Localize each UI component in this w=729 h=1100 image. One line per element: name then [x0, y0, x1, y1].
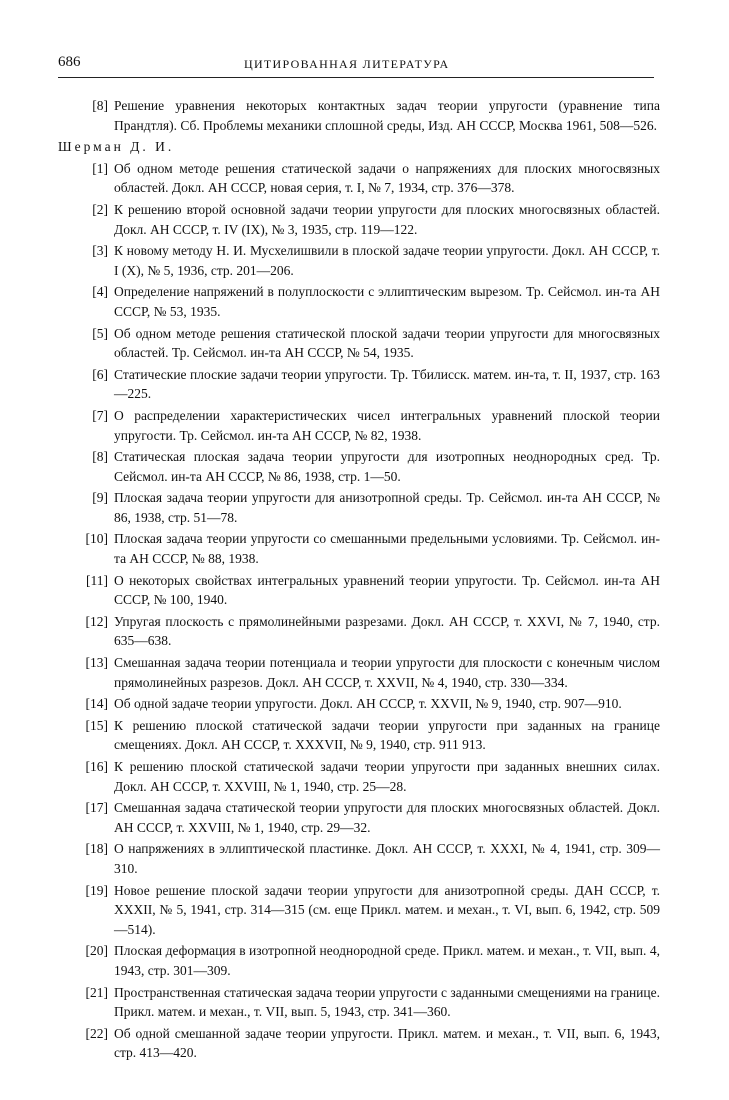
entry-number: [8]	[92, 98, 108, 113]
entry-number: [19]	[85, 882, 108, 898]
entry-number: [21]	[85, 984, 108, 1000]
entry-text: К решению плоской статической задачи теории упругости при заданных на границе смещениях. Докл. АН СССР, т. XXXVII, № 9, 1940, стр. 911 913.	[114, 717, 660, 753]
entry-text: Определение напряжений в полуплоскости с эллиптическим вырезом. Тр. Сейсмол. ин-та АН СССР, № 53, 1935.	[114, 284, 660, 319]
entry-number: [22]	[85, 1025, 108, 1041]
entry-text: Об одной смешанной задаче теории упругости. Прикл. матем. и механ., т. VII, вып. 6, 1943, стр. 413—420.	[114, 1025, 660, 1061]
entry-number: [3]	[92, 243, 108, 259]
entry-number: [13]	[85, 655, 108, 671]
bibliography-entry	[92, 365, 660, 404]
author-name: Шерман Д. И.	[58, 139, 175, 155]
bibliography-entry	[85, 798, 660, 837]
entry-text: Об одном методе решения статической плоской задачи теории упругости для многосвязных областей. Тр. Сейсмол. ин-та АН СССР, № 54, 1935.	[114, 325, 660, 361]
entry-text: К решению плоской статической задачи теории упругости при заданных внешних силах. Докл. АН СССР, т. XXVIII, № 1, 1940, стр. 25—28.	[114, 759, 660, 794]
running-head: ЦИТИРОВАННАЯ ЛИТЕРАТУРА	[244, 57, 450, 71]
bibliography-entry	[92, 241, 660, 280]
bibliography-entry	[92, 282, 660, 321]
header-rule	[58, 77, 654, 78]
entry-text: Плоская задача теории упругости со смешанными предельными условиями. Тр. Сейсмол. ин-та АН СССР, № 88, 1938.	[114, 531, 660, 567]
entry-number: [1]	[92, 160, 108, 176]
entry-text: Плоская задача теории упругости для анизотропной среды. Тр. Сейсмол. ин-та АН СССР, № 86, 1938, стр. 51—78.	[114, 490, 660, 525]
bibliography-entry	[92, 406, 660, 445]
bibliography-list	[0, 96, 729, 1065]
bibliography-entry	[85, 653, 660, 692]
bibliography-entry	[92, 200, 660, 239]
entry-text: О напряжениях в эллиптической пластинке. Докл. АН СССР, т. XXXI, № 4, 1941, стр. 309—310.	[114, 841, 660, 876]
entry-number: [8]	[92, 449, 108, 465]
entry-number: [14]	[85, 696, 108, 712]
entry-number: [12]	[85, 613, 108, 629]
bibliography-entry	[85, 612, 660, 651]
entry-number: [6]	[92, 366, 108, 382]
bibliography-entry	[85, 757, 660, 796]
entry-number: [9]	[92, 490, 108, 506]
bibliography-entry	[85, 983, 660, 1022]
bibliography-entry	[85, 716, 660, 755]
entry-number: [16]	[85, 759, 108, 774]
entry-text: Решение уравнения некоторых контактных задач теории упругости (уравнение типа Прандтля). Сб. Проблемы механики сплошной среды, Изд. АН СССР, Москва 1961, 508—526.	[114, 98, 660, 133]
bibliography-entry	[85, 1024, 660, 1063]
author-entries	[0, 159, 729, 1063]
page-number: 686	[58, 54, 81, 70]
bibliography-entry	[85, 529, 660, 568]
bibliography-entry	[92, 324, 660, 363]
entry-number: [11]	[86, 572, 108, 588]
bibliography-entry	[92, 488, 660, 527]
bibliography-entry	[92, 96, 660, 135]
bibliography-entry	[92, 159, 660, 198]
entry-text: К решению второй основной задачи теории упругости для плоских многосвязных областей. Докл. АН СССР, т. IV (IX), № 3, 1935, стр. 119—122.	[114, 201, 660, 237]
entry-text: Новое решение плоской задачи теории упругости для анизотропной среды. ДАН СССР, т. XXXII, № 5, 1941, стр. 314—315 (см. еще Прикл. матем. и механ., т. VI, вып. 6, 1942, стр. 509—514).	[114, 882, 660, 937]
entry-number: [18]	[85, 841, 108, 857]
entry-text: О некоторых свойствах интегральных уравнений теории упругости. Тр. Сейсмол. ин-та АН СССР, № 100, 1940.	[114, 572, 660, 608]
bibliography-entry	[85, 941, 660, 980]
entry-number: [17]	[85, 800, 108, 816]
entry-number: [20]	[85, 943, 108, 959]
entry-text: Упругая плоскость с прямолинейными разрезами. Докл. АН СССР, т. XXVI, № 7, 1940, стр. 635—638.	[114, 613, 660, 649]
page-header	[58, 54, 654, 78]
entry-text: Пространственная статическая задача теории упругости с заданными смещениями на границе. Прикл. матем. и механ., т. VII, вып. 5, 1943, стр. 341—360.	[114, 984, 660, 1020]
entry-number: [10]	[85, 531, 108, 547]
entry-text: Об одной задаче теории упругости. Докл. АН СССР, т. XXVII, № 9, 1940, стр. 907—910.	[114, 696, 622, 712]
entry-text: О распределении характеристических чисел интегральных уравнений плоской теории упругости. Тр. Сейсмол. ин-та АН СССР, № 82, 1938.	[114, 407, 660, 443]
entry-text: Об одном методе решения статической задачи о напряжениях для плоских многосвязных областей. Докл. АН СССР, новая серия, т. I, № 7, 1934, стр. 376—378.	[114, 160, 660, 196]
entry-text: Статические плоские задачи теории упругости. Тр. Тбилисск. матем. ин-та, т. II, 1937, стр. 163—225.	[114, 366, 660, 402]
entry-text: Плоская деформация в изотропной неоднородной среде. Прикл. матем. и механ., т. VII, вып. 4, 1943, стр. 301—309.	[114, 943, 660, 978]
entry-number: [4]	[92, 284, 108, 300]
bibliography-entry	[85, 694, 660, 714]
entry-number: [2]	[92, 201, 108, 217]
bibliography-entry	[85, 881, 660, 940]
entry-text: Смешанная задача теории потенциала и теории упругости для плоскости с конечным числом прямолинейных разрезов. Докл. АН СССР, т. XXVII, № 4, 1940, стр. 330—334.	[114, 655, 660, 690]
entry-text: К новому методу Н. И. Мусхелишвили в плоской задаче теории упругости. Докл. АН СССР, т. I (X), № 5, 1936, стр. 201—206.	[114, 243, 660, 278]
entry-number: [7]	[92, 407, 108, 423]
entry-text: Смешанная задача статической теории упругости для плоских многосвязных областей. Докл. АН СССР, т. XXVIII, № 1, 1940, стр. 29—32.	[114, 800, 660, 835]
entry-number: [5]	[92, 325, 108, 341]
entry-text: Статическая плоская задача теории упругости для изотропных неоднородных сред. Тр. Сейсмол. ин-та АН СССР, № 86, 1938, стр. 1—50.	[114, 449, 660, 484]
bibliography-entry	[85, 839, 660, 878]
bibliography-entry	[86, 571, 660, 610]
entry-number: [15]	[85, 717, 108, 733]
bibliography-entry	[92, 447, 660, 486]
